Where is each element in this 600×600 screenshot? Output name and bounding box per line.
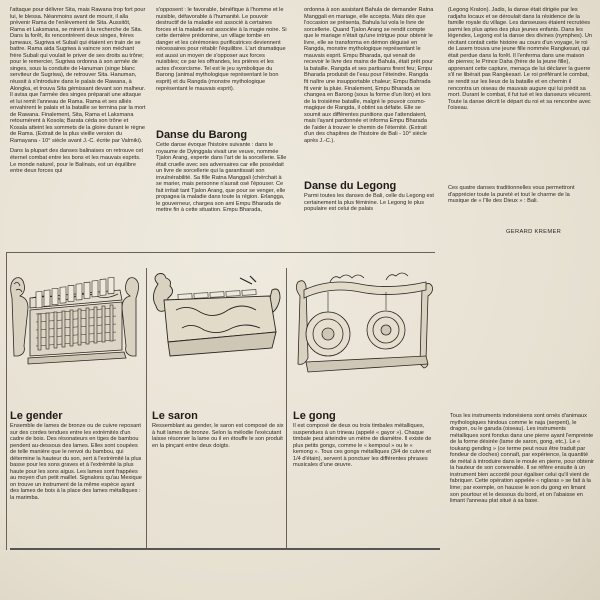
column-4-paragraph-2: Ces quatre danses traditionnelles vous permettront d'apprécier toute la pureté et tout le charme de la musique de « l'île des Dieux » : Bali. — [448, 185, 575, 205]
text-column-4 — [448, 7, 592, 177]
bottom-rule — [10, 548, 440, 550]
column-1-paragraph-1: l'attaque pour délivrer Sita, mais Rawana trop fort pour lui, le blessa. Néanmoins avant de mourir, il alla prévenir Rama de l'enlèvement de Sita. Aussitôt, Rama et Laksmana, se mirent à la recherche de Sita. Dans la forêt, ils rencontrèrent deux singes, frères jumeaux, Sugriwa et Subali qui étaient en train de se battre. Rama aida Sugriwa à vaincre son méchant frère Subali qui voulait le priver de ses droits au trône; pour le remercier, Sugriwa ordonna à son armée de singes, sous la conduite de Hanuman (singe blanc serviteur de Sugriwa), de retrouver Sita. Hanuman, réussit à s'introduire dans le palais de Rawana, à Alongka, et trouva Sita gémissant devant son malheur. Il avisa que l'armée des singes préparait une attaque et lui remit l'anneau de Rama. Rama et ses alliés envahirent le palais et la bataille se termina par la mort de Rawana. Finalement, Sita, Rama et Laksmana retournèrent à Kosola; Barata céda son trône et Kosala atteint les sommets de la gloire durant le règne de Rama. (Extrait de la plus vieille version du Ramayana - 10° siècle avant J.-C. écrite par Valmiki). — [10, 7, 146, 144]
text-column-3 — [304, 7, 434, 181]
gong-illustration — [290, 268, 438, 378]
column-3-paragraph-2: Parmi toutes les danses de Bali, celle du Legong est certainement la plus féminine. Le Legong le plus populaire est celui de palais — [304, 193, 434, 213]
column-1-paragraph-2: Dans la plupart des danses balinaises on retrouve cet éternel combat entre les bons et les mauvais esprits. Le monde naturel, pour le Balinais, est un équilibre entre deux forces qui — [10, 148, 144, 175]
column-2-paragraph-2: Cette danse évoque l'histoire suivante : dans le royaume de Dyinggala vivait une veuve, nommée Tjalon Arang, experte dans l'art de la sorcellerie. Elle était cruelle avec ses adversaires car elle possédait un livre de sorcellerie qui la garantissait son invulnérabilité. Sa fille Ratna Manggali (chérchait à se marier, mais personne n'aurait osé l'épouser. Ce fait irritait tant Tjalon Arang, que pour se venger, elle propagea la maladie dans toute la région. Erlangga, le gouverneur, chargea son ami Empu Bharada de mettre fin à cette situation. Empu Bharada, — [156, 142, 287, 212]
heading-danse-du-barong: Danse du Barong — [156, 129, 248, 141]
text-column-2b — [156, 142, 288, 212]
heading-le-saron: Le saron — [152, 410, 198, 422]
text-column-3b — [304, 193, 434, 215]
heading-le-gong: Le gong — [293, 410, 336, 422]
column-2-paragraph-1: s'opposent : le favorable, bénéfique à l'homme et le nuisible, défavorable à l'humanité. Le pouvoir destructif de la maladie est associé à certaines forces et la maladie est associée à la magie noire. Si cette dernière prédomine, un village tombe en danger et les cérémonies purificatrices deviennent nécessaires pour rétablir l'équilibre. L'art dramatique est aussi un moyen de s'opposer aux forces nuisibles; ce par les offrandes, les prières et les actes d'exorcisme. Tel est le jeu symbolique du Barong (animal mythologique représentant le bon esprit) et du Rangda (monstre mythologique représentant le mauvais esprit). — [156, 7, 287, 92]
author-signature: GERARD KREMER — [506, 229, 562, 235]
column-4-paragraph-1: (Legong Kraton). Jadis, la danse était dirigée par les radjahs locaux et se déroulait dans la résidence de la famille royale du village. Les danseuses étaient recrutées parmi les plus aptes des plus jeunes enfants. Dans les légendes, Legong est la danse des divines (nymphes). Un récitant contait cette histoire au cours d'un voyage, le roi de Lasem trouva une jeune fille nommée Rangkesari, qui était perdue dans la forêt. Il l'enferma dans une maison de pierres; le Prince Daha (frère de la jeune fille), apprenant cette capture, menaça de lui déclarer la guerre s'il ne libérait pas Rangkesari. Le roi préférant le combat, se rendit sur les lieux de la bataille et en chemin il rencontra un oiseau de mauvais augure qui lui prédit sa mort. Durant le combat, il fut tué et les danseurs vécurent. Toute la danse décrit le départ du roi et sa rencontre avec l'oiseau. — [448, 7, 592, 112]
text-column-1 — [10, 7, 146, 239]
gender-description: Ensemble de lames de bronze ou de cuivre reposant sur des cordes tendues entre les extrémités d'un cadre de bois. Des résonateurs en tiges de bambou pendent au-dessous des lames. Elles sont coupées de telle manière que le renvoi du bambou, qui détermine la hauteur du son, sert à l'extrémité la plus basse pour les sons graves et à l'extrémité la plus haute pour les sons aigus. Les lames sont frappées au moyen d'un petit maillet. Signalons qu'au Mexique on trouve un instrument de la même espèce ayant des lames de bois à la place des lames métalliques : la marimba. — [10, 423, 142, 502]
text-column-2 — [156, 7, 288, 127]
saron-illustration — [148, 270, 286, 360]
divider-1 — [146, 268, 147, 548]
gender-illustration — [6, 268, 146, 368]
divider-2 — [286, 268, 287, 548]
saron-description: Ressemblant au gender, le saron est composé de six à huit lames de bronze. Selon la mélodie l'exécutant laisse résonner la lame ou il en étouffe le son produit en la pinçant entre deux doigts. — [152, 423, 284, 449]
heading-danse-du-legong: Danse du Legong — [304, 180, 397, 192]
text-column-4b — [448, 185, 588, 209]
gong-description: Il est composé de deux ou trois timbales métalliques, suspendues à un trineau (appelé « gayor »). Chaque timbale peut atteindre un mètre de diamètre. Il existe de plus petits gongs, comme le « kempoul » ou le « kemong ». Tous ces gongs métalliques (3/4 de cuivre et 1/4 d'étain), servent à ponctuer les différentes phrases musicales d'une œuvre. — [293, 423, 432, 469]
column-3-paragraph-1: ordonna à son assistant Bahula de demander Ratna Manggali en mariage, elle accepta. Mais dès que l'occasion se présenta, Bahula lui vola le livre de sorcellerie. Quand Tjalon Arang se rendit compte que le mariage n'était qu'une intrigue pour obtenir le livre, elle se transforma en démon déguisé en Rangda, monstre mythologique représentant le mauvais esprit. Empu Bharada, qui venait de recevoir le livre des mains de Bahula, était prêt pour la bataille. Rangda et ses partisans firent feu; Empu Bharada produisit de l'eau pour l'éteindre. Rangda fit naître une insupportable chaleur; Empu Bahrada fit venir la pluie. Finalement, Empu Bharada se changea en Barong (sous la forme d'un lion) et lors de la troisième bataille, malgré le pouvoir cosmo-magique de Rangda, il obtint sa défaite. Elle se soumit aux différentes punitions que l'attendaient, mais l'ayant pardonnée et informa Empu Bharada de l'aider à trouver le chemin de l'éternité. (Extrait d'un des chapitres de l'histoire de Bali - 10° siècle après J.-C.). — [304, 7, 434, 144]
instruments-general-description: Tous les instruments indonésiens sont ornés d'animaux mythologiques hindous comme le naja (serpent), le dragon, ou le garuda (oiseau). Les instruments métalliques sont fondus dans une pierre ayant l'empreinte de la forme désirée (lame de saron, gong, etc.). Le « toukang gending » (ce terme peut nous être traduit par fondeur de cloches) connaît, par expérience, la quantité de métal à introduire dans le moule en pierre, pour obtenir la hauteur de son convenable. Il se réfère ensuite à un instrument bien accordé pour égaliser celui qu'il vient de fabriquer. Cette opération appelée « nglaras » se fait à la lime; par exemple, on hausse le son du gong en limant son pourtour et le dessous du bord, et on l'abaisse en limant l'anneau plat situé à sa base. — [450, 413, 594, 505]
heading-le-gender: Le gender — [10, 410, 63, 422]
